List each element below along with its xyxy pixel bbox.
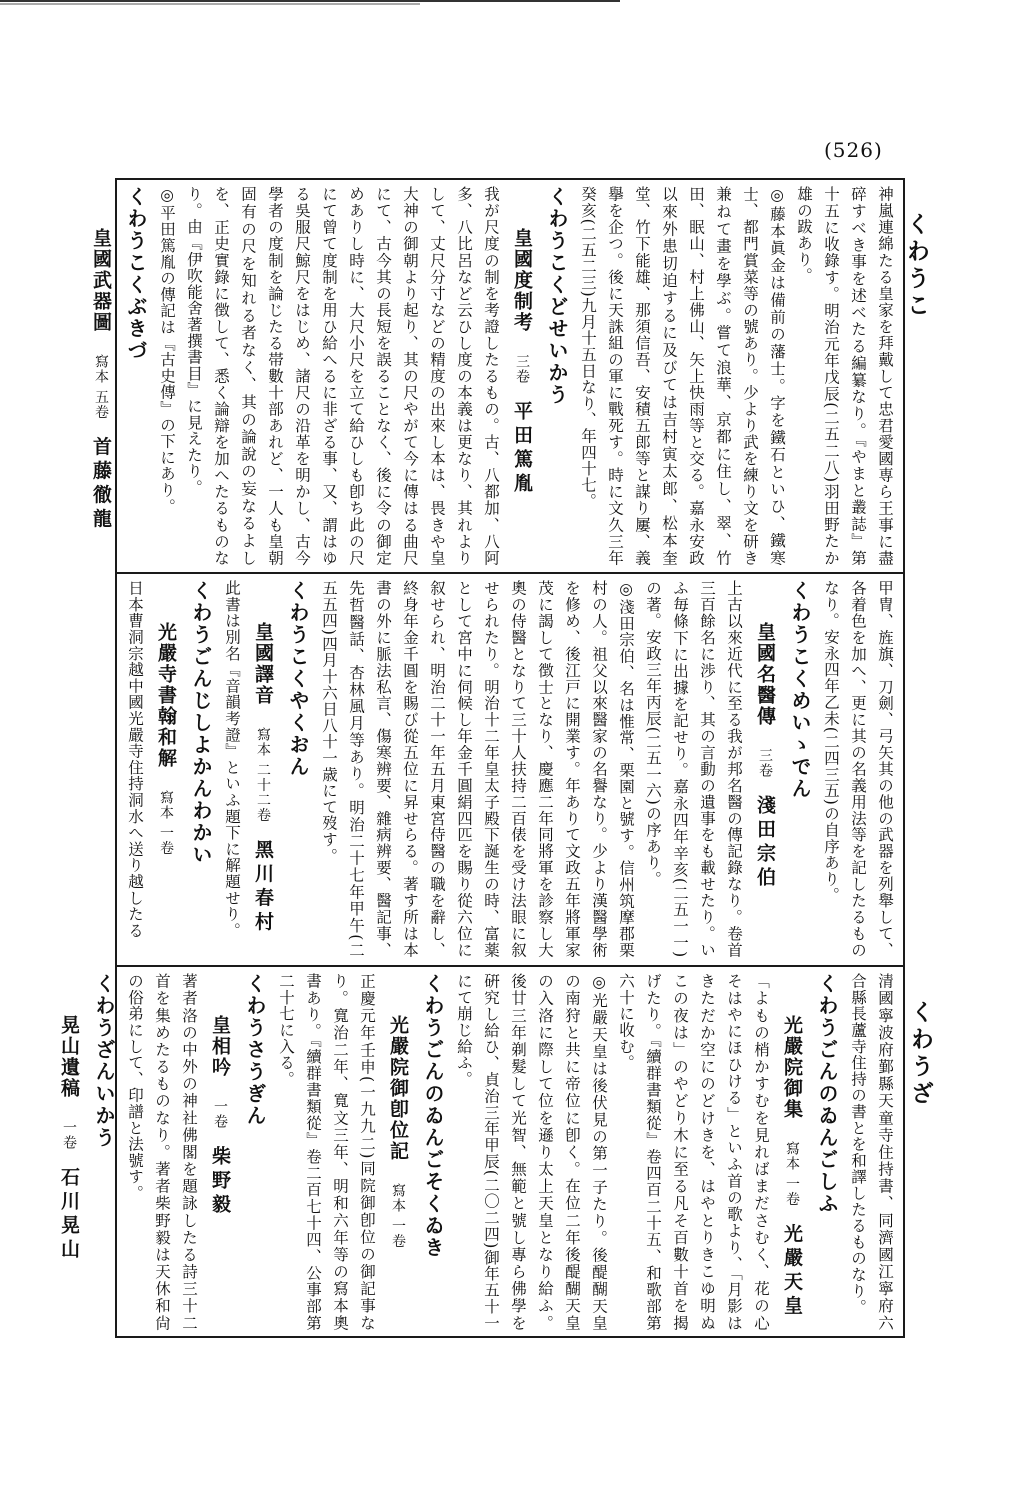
- entry-volumes: 三卷: [514, 353, 530, 384]
- dictionary-entry: [51, 973, 121, 1331]
- continuation-paragraph: [817, 580, 898, 958]
- entry-body: 日本曹洞宗越中國光嚴寺住持洞水へ送り越したる: [126, 580, 144, 939]
- note-paragraph: [574, 186, 790, 566]
- entry-author: 光嚴天皇: [781, 1223, 803, 1320]
- entry-volumes: 三卷: [757, 747, 773, 778]
- entry-body: 我が尺度の制を考證したるもの。古、八都加、八阿多、八比呂など云ひし度の本義は更なり、其れより して、丈尺分寸などの精度の出來し本は、畏きや皇大神の御朝より起り、其の尺やがて今に傳はる曲尺にて、古今其の長短を誤ることなく、後に令の御定めありし時に、大尺小尺を立て給ひしも卽ち此の尺にて曾て度制を用ひ給へるに非ざる事、又、謂はゆる吳服尺鯨尺をはじめ、諸尺の沿革を明かし、古今學者の度制を論じたる帯數十部あれど、一人も皇朝固有の尺を知れる者なく、其の論說の妄なるよしを、正史實錄に徴して、悉く論辯を加へたるものなり。由『伊吹能舍著撰書目』に見えたり。: [185, 186, 500, 566]
- entry-headword: くわうこくやくおん: [286, 580, 310, 778]
- entry-title: 皇相吟: [209, 1014, 231, 1078]
- entry-title: 晃山遺稿: [58, 1014, 80, 1099]
- entry-body: 此書は別名『音韻考證』といふ題下に解題せり。: [223, 580, 241, 939]
- entry-body: 「よもの梢かすむを見ればまださむく、花の心そはやにほひける」といふ首の歌より、「月影はきただか空にのどけきを、はやとりきこゆ明ぬこの夜は」のやどり木に至る凡そ百數十首を揭げたり。『續群書類從』卷四百二十五、和歌部第六十に收む。: [617, 973, 770, 1331]
- entry-headword: くわうこくどせいかう: [545, 186, 569, 406]
- paragraph-text: ◎藤本眞金は備前の藩士。字を鐵石といひ、鐵寒士、都門賞菜等の號あり。少より武を練り文を研き兼ねて畫を學ぶ。嘗て浪華、京都に住し、翠、竹田、眠山、村上佛山、矢上快雨等と交る。嘉永安政以來外患切迫するに及びては吉村寅太郎、松本奎堂、竹下能雄、那須信吾、安積五郎等と謀り屢、義擧を企つ。後に天誅組の軍に戰死す。時に文久三年癸亥(二五二三)九月十五日なり、年四十七。: [579, 186, 786, 566]
- entry-body: 著者洛の中外の神社佛閣を題詠したる詩三十二首を集めたるものなり。著者柴野毅は天休和尙の俗弟にして、印譜と法號す。: [126, 973, 198, 1331]
- band-divider-lower: [115, 965, 905, 967]
- continuation-paragraph: [844, 973, 898, 1331]
- entry-author: 黑川春村: [252, 839, 274, 936]
- dictionary-entry: [121, 973, 272, 1331]
- entry-book-line: [245, 580, 281, 958]
- dictionary-entry: [121, 580, 218, 958]
- note-paragraph: [450, 973, 612, 1331]
- paragraph-text: 甲冑、旌旗、刀劍、弓矢其の他の武器を列舉して、各着色を加へ、更に其の名義用法等を記したるものなり。安永四年乙未(二四三五)の自序あり。: [822, 580, 894, 958]
- paragraph-text: ◎淺田宗伯、名は惟常、栗園と號す。信州筑摩郡栗村の人。祖父以來醫家の名譽なり。少より漢醫學術を修め、後江戸に開業す。年ありて文政五年將軍家茂に謁して徴士となり、慶應二年同將軍を診察し大奧の侍醫となりて三十人扶持二百俵を受け法眼に叙せられたり。明治十二年皇太子殿下誕生の時、富薬として宮中に伺候し年金千圓絹四匹を賜り從六位に叙せられ、明治二十一年五月東宮侍醫の職を辭し、終身年金千圓を賜び從五位に昇せらる。著す所は本書の外に脈法私言、傷寒辨要、雜病辨要、醫記事、先哲醫話、杏林風月等あり。明治二十七年甲午(二五五四)四月十六日八十一歳にて歿す。: [320, 580, 635, 958]
- entry-book-line: [774, 973, 810, 1331]
- text-band-top: [90, 186, 898, 566]
- paragraph-text: ◎平田篤胤の傳記は『古史傳』の下にあり。: [158, 186, 176, 515]
- page-number: (526): [824, 138, 883, 162]
- entry-volumes: 寫本 二十二卷: [255, 726, 271, 823]
- note-paragraph: [153, 186, 180, 566]
- entry-book-line: [51, 973, 87, 1331]
- text-band-bottom: [58, 973, 898, 1331]
- entry-volumes: 一卷: [61, 1119, 77, 1150]
- entry-body: 上古以來近代に至る我が邦名醫の傳記錄なり。卷首三百餘名に渉り、其の言動の遺事をも載せたり。いふ毎條下に出據を記せり。嘉永四年辛亥(二五一一)の著。安政三年丙辰(二五一六)の序あり。: [644, 580, 743, 958]
- entry-headword: くわうこくぶきづ: [124, 186, 148, 362]
- entry-title: 光嚴寺書翰和解: [155, 621, 177, 769]
- entry-headword: くわうごんのゐんごしふ: [815, 973, 839, 1215]
- text-band-middle: [128, 580, 898, 958]
- entry-volumes: 寫本 五卷: [93, 353, 109, 420]
- dictionary-entry: [83, 186, 153, 566]
- entry-author: 石川晃山: [58, 1166, 80, 1263]
- paragraph-text: ◎光嚴天皇は後伏見の第一子たり。後醍醐天皇の南狩と共に帝位に卽く。在位二年後醍醐天皇の入洛に際して位を遜り太上天皇となり給ふ。後廿三年剃髮して光智、無範と號し專ら佛學を硏究し給ひ、貞治三年甲辰(二〇二四)御年五十一にて崩じ給ふ。: [455, 973, 608, 1331]
- running-head-left: くわうざ: [907, 1000, 933, 1108]
- running-head-right: くわうこ: [903, 212, 929, 320]
- entry-author: 平田篤胤: [511, 400, 533, 497]
- entry-headword: くわうごんのゐんごそくゐき: [421, 973, 445, 1259]
- entry-title: 皇國譯音: [252, 621, 274, 706]
- entry-headword: くわうこくめいゝでん: [788, 580, 812, 800]
- entry-volumes: 寫本 一卷: [158, 789, 174, 856]
- dictionary-entry: [639, 580, 817, 958]
- entry-book-line: [202, 973, 238, 1331]
- entry-volumes: 寫本 一卷: [784, 1140, 800, 1207]
- dictionary-entry: [180, 186, 574, 566]
- entry-title: 皇國度制考: [511, 227, 533, 333]
- paragraph-text: 清國寧波府鄞縣天童寺住持書、同濟國江寧府六合縣長蘆寺住持の書とを和譯したるものなり。: [849, 973, 894, 1331]
- entry-headword: くわうごんじしよかんわかい: [189, 580, 213, 866]
- entry-book-line: [747, 580, 783, 958]
- entry-author: 淺田宗伯: [754, 794, 776, 891]
- entry-book-line: [83, 186, 119, 566]
- entry-book-line: [380, 973, 416, 1331]
- entry-author: 柴野毅: [209, 1145, 231, 1218]
- entry-author: 首藤徹龍: [90, 436, 112, 533]
- dictionary-entry: [272, 973, 450, 1331]
- entry-headword: くわうざんいかう: [92, 973, 116, 1149]
- continuation-paragraph: [790, 186, 898, 566]
- paragraph-text: 神嵐連綿たる皇家を拜戴して忠君愛國専ら王事に盡碎すべき事を述べたる編纂なり。『やまと叢誌』第十五に收錄す。明治元年戊辰(二五二八)羽田野たか雄の跋あり。: [795, 186, 894, 566]
- dictionary-entry: [612, 973, 844, 1331]
- dictionary-entry: [218, 580, 315, 958]
- entry-body: 正慶元年壬申(一九九二)同院御卽位の御記事なり。寬治二年、寬文三年、明和六年等の寫本奧書あり。『續群書類從』卷二百七十四、公事部第二十七に入る。: [277, 973, 376, 1331]
- entry-book-line: [504, 186, 540, 566]
- entry-book-line: [148, 580, 184, 958]
- entry-title: 皇國武器圖: [90, 227, 112, 333]
- top-edge-rule: [0, 0, 1036, 10]
- entry-title: 光嚴院御卽位記: [387, 1014, 409, 1162]
- entry-volumes: 寫本 一卷: [390, 1182, 406, 1249]
- entry-title: 皇國名醫傳: [754, 621, 776, 727]
- entry-volumes: 一卷: [212, 1098, 228, 1129]
- note-paragraph: [315, 580, 639, 958]
- entry-title: 光嚴院御集: [781, 1014, 803, 1120]
- band-divider-upper: [115, 572, 905, 574]
- entry-headword: くわうさうぎん: [243, 973, 267, 1127]
